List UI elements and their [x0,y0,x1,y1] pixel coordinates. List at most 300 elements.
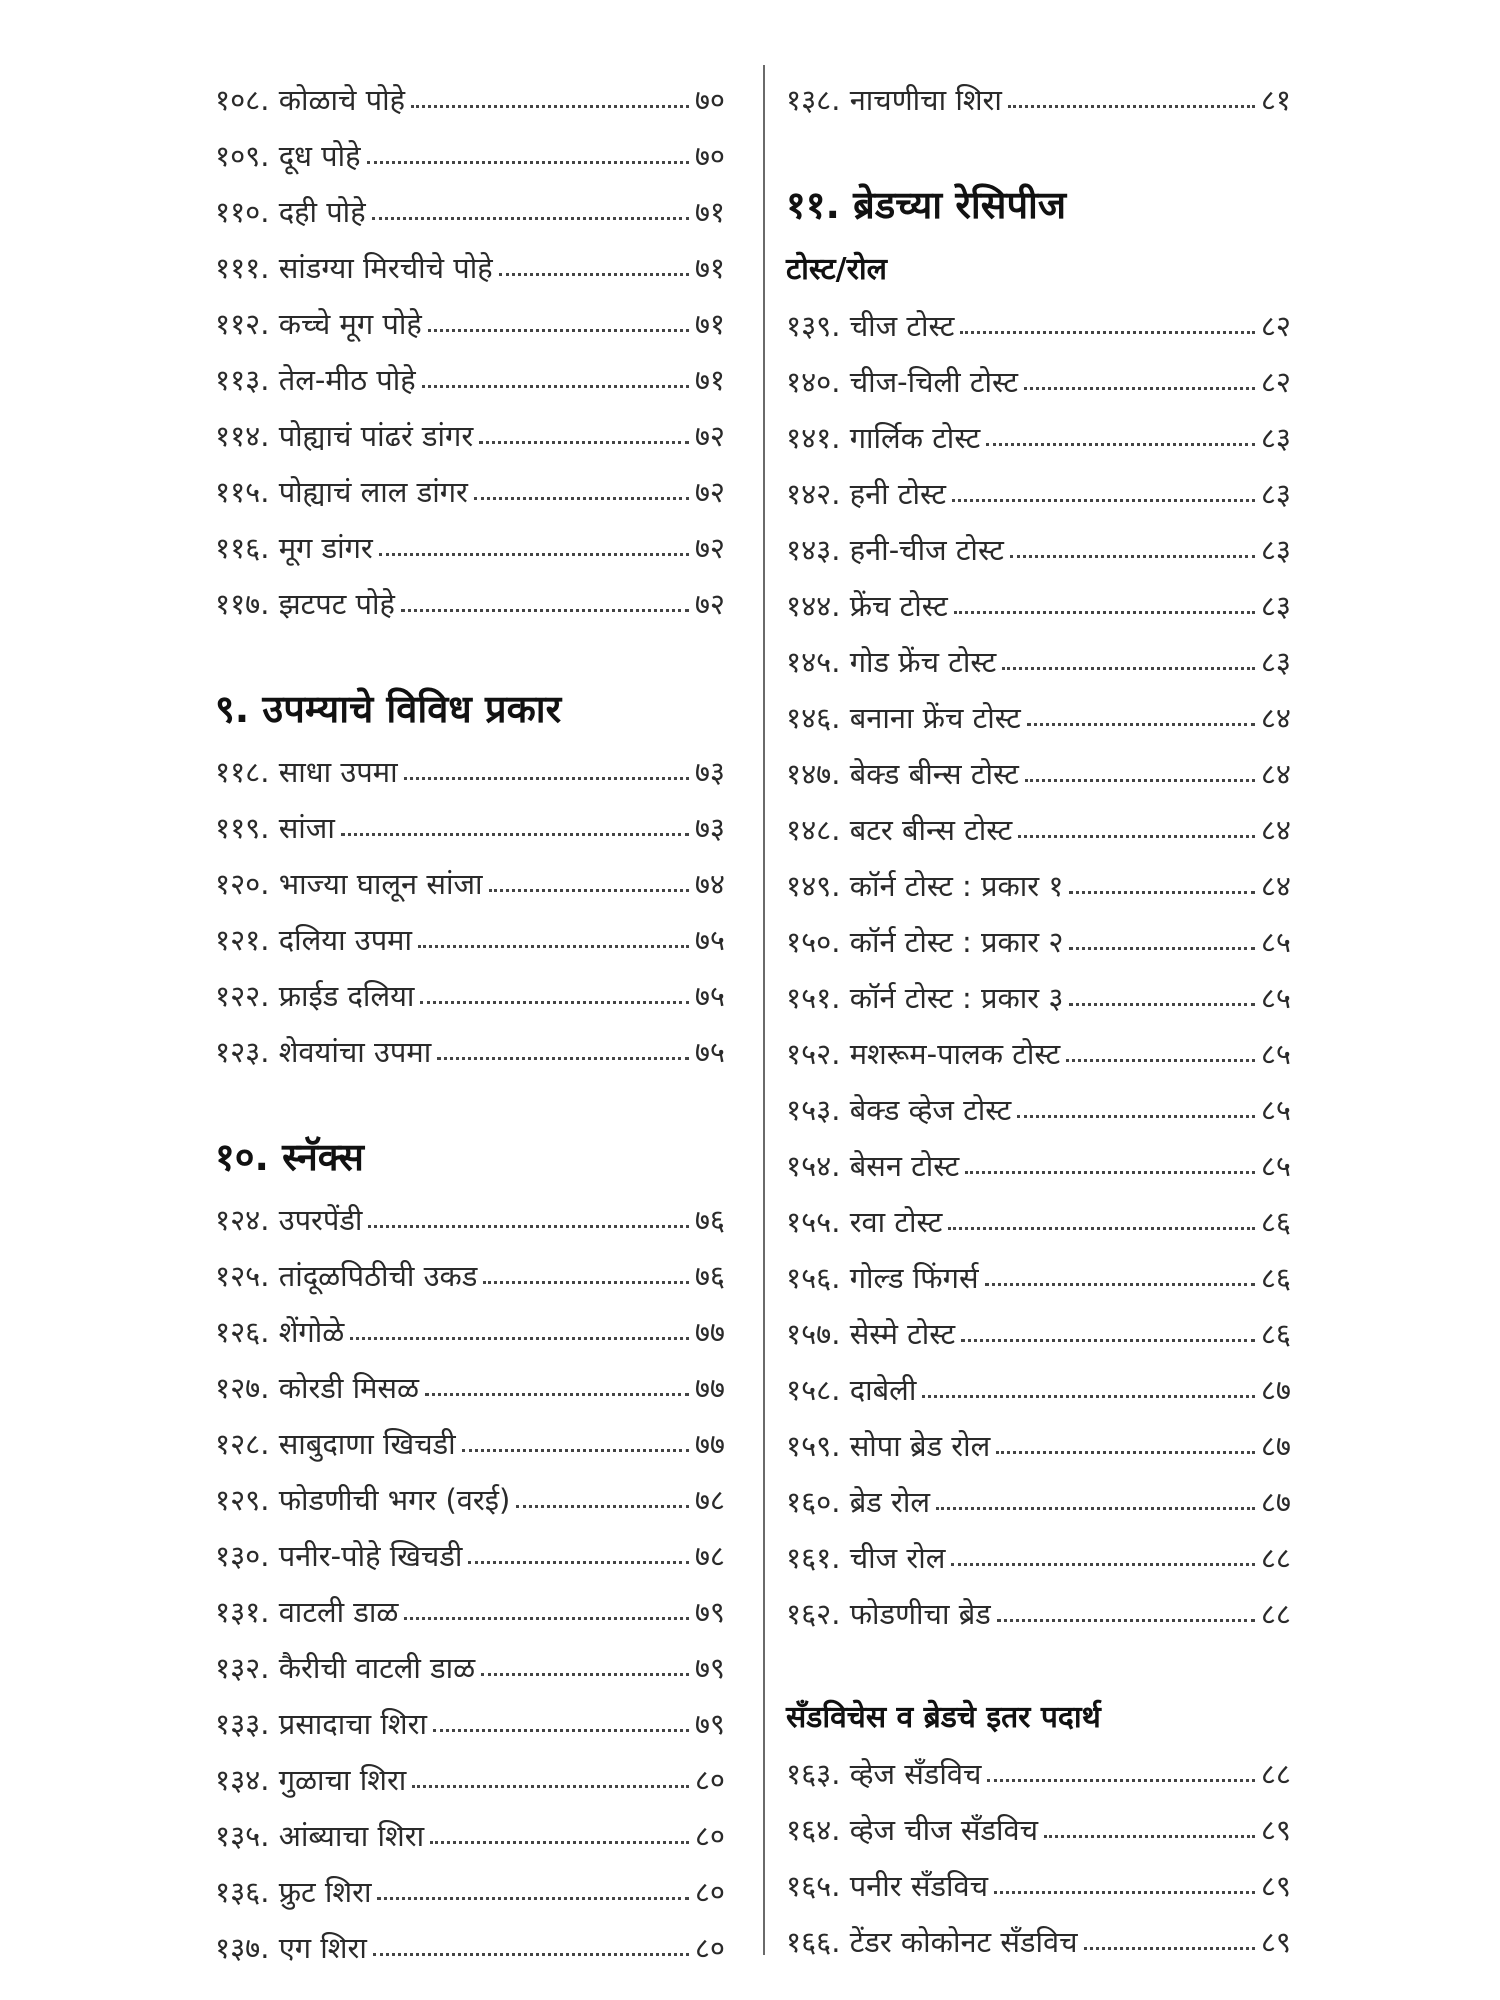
toc-entry [786,1352,1291,1408]
page-number: ८८ [1260,1597,1291,1631]
entry-title [786,1092,1011,1128]
entry-title [215,82,405,118]
entry-number: १५५. [786,1205,841,1239]
toc-entry [215,1238,725,1294]
subsection-heading: सँडविचेस व ब्रेडचे इतर पदार्थ [786,1700,1101,1735]
section-gap [215,622,725,668]
entry-title [786,1596,991,1632]
toc-entry [215,1406,725,1462]
entry-name: एग शिरा [278,1931,367,1965]
dot-leader [960,331,1254,334]
dot-leader [468,1561,688,1564]
toc-entry [215,958,725,1014]
entry-number: १५७. [786,1317,841,1351]
dot-leader [418,945,689,948]
page-number: ७४ [694,867,725,901]
toc-entry [215,1630,725,1686]
entry-number: ११४. [215,419,270,453]
page-number: ७५ [694,1035,725,1069]
entry-number: १५३. [786,1093,841,1127]
page-number: ८७ [1260,1373,1291,1407]
entry-number: १४१. [786,421,841,455]
entry-name: तेल-मीठ पोहे [278,363,416,397]
entry-name: शेवयांचा उपमा [278,1035,432,1069]
dot-leader [1010,555,1255,558]
entry-name: फ्रेंच टोस्ट [849,589,948,623]
entry-number: १४०. [786,365,841,399]
entry-name: चीज-चिली टोस्ट [849,365,1018,399]
toc-entry [786,1296,1291,1352]
dot-leader [997,1619,1255,1622]
toc-entry [786,904,1291,960]
page-number: ७१ [694,251,725,285]
entry-name: उपरपेंडी [278,1203,363,1237]
entry-title [215,306,422,342]
page-number: ८५ [1260,925,1291,959]
entry-number: १५८. [786,1373,841,1407]
dot-leader [437,1057,689,1060]
toc-entry [786,792,1291,848]
entry-title [786,82,1002,118]
entry-name: दलिया उपमा [278,923,413,957]
entry-number: १२५. [215,1259,270,1293]
entry-number: १३६. [215,1875,270,1909]
dot-leader [499,273,689,276]
entry-title [786,532,1004,568]
entry-title [215,1258,477,1294]
page-number: ७९ [694,1595,725,1629]
page-number: ८४ [1260,813,1291,847]
dot-leader [483,1281,688,1284]
entry-number: १६६. [786,1925,841,1959]
entry-number: १३०. [215,1539,270,1573]
entry-name: मूग डांगर [278,531,373,565]
toc-entry [786,1464,1291,1520]
dot-leader [936,1507,1255,1510]
entry-name: हनी-चीज टोस्ट [849,533,1004,567]
dot-leader [994,1891,1255,1894]
entry-name: साधा उपमा [278,755,398,789]
dot-leader [951,1563,1254,1566]
entry-name: फ्रुट शिरा [278,1875,372,1909]
dot-leader [922,1395,1254,1398]
entry-name: पोह्याचं लाल डांगर [278,475,468,509]
section-gap [786,118,1291,164]
entry-title [215,1818,424,1854]
entry-number: १२९. [215,1483,270,1517]
page-number: ८६ [1260,1261,1291,1295]
toc-entry [215,510,725,566]
entry-name: हनी टोस्ट [849,477,946,511]
page-number: ७२ [694,531,725,565]
toc-column-left [215,62,725,1966]
dot-leader [401,609,689,612]
dot-leader [1044,1835,1255,1838]
dot-leader [373,1953,689,1956]
toc-entry [786,1240,1291,1296]
page-number: ८७ [1260,1485,1291,1519]
toc-entry [786,1128,1291,1184]
entry-title [786,364,1018,400]
entry-title [786,1540,945,1576]
page-number: ८६ [1260,1317,1291,1351]
entry-number: १३४. [215,1763,270,1797]
dot-leader [1069,891,1254,894]
toc-entry [215,846,725,902]
entry-name: भाज्या घालून सांजा [278,867,483,901]
dot-leader [372,217,689,220]
entry-name: गोड फ्रेंच टोस्ट [849,645,997,679]
entry-name: तांदूळपिठीची उकड [278,1259,478,1293]
entry-number: १२१. [215,923,270,957]
dot-leader [985,1283,1255,1286]
entry-title [786,1484,930,1520]
page-number: ८२ [1260,309,1291,343]
entry-number: १६२. [786,1597,841,1631]
toc-entry [215,342,725,398]
toc-entry [215,174,725,230]
entry-title [786,756,1019,792]
entry-title [215,194,366,230]
entry-number: १४७. [786,757,841,791]
toc-entry [786,288,1291,344]
entry-number: १३५. [215,1819,270,1853]
dot-leader [952,499,1255,502]
page-number: ८५ [1260,981,1291,1015]
section-gap [215,1070,725,1116]
entry-title [215,474,468,510]
dot-leader [1025,779,1255,782]
page-number: ७६ [694,1203,725,1237]
entry-name: कैरीची वाटली डाळ [278,1651,476,1685]
entry-number: १३८. [786,83,841,117]
toc-entry [786,1576,1291,1632]
page-number: ७७ [694,1371,725,1405]
entry-title [786,1204,942,1240]
entry-title [215,250,493,286]
entry-number: १५१. [786,981,841,1015]
dot-leader [489,889,689,892]
entry-title [786,1924,1078,1960]
entry-title [786,1148,959,1184]
dot-leader [379,553,689,556]
dot-leader [1066,1059,1255,1062]
entry-number: १४८. [786,813,841,847]
toc-entry [786,1848,1291,1904]
dot-leader [428,329,689,332]
entry-number: १२४. [215,1203,270,1237]
page-number: ८३ [1260,477,1291,511]
dot-leader [368,1225,688,1228]
entry-number: १५९. [786,1429,841,1463]
entry-name: चीज टोस्ट [849,309,955,343]
entry-number: ११८. [215,755,270,789]
dot-leader [367,161,689,164]
page-number: ७५ [694,979,725,1013]
entry-title [786,1428,990,1464]
entry-title [215,418,473,454]
entry-number: १३३. [215,1707,270,1741]
toc-entry [215,1014,725,1070]
dot-leader [425,1393,689,1396]
page-number: ७८ [694,1483,725,1517]
dot-leader [377,1897,688,1900]
dot-leader [404,777,689,780]
entry-title [215,1034,431,1070]
entry-title [786,1756,981,1792]
entry-name: पोह्याचं पांढरं डांगर [278,419,474,453]
entry-number: १६०. [786,1485,841,1519]
entry-name: रवा टोस्ट [849,1205,943,1239]
toc-entry [786,624,1291,680]
page-number: ८० [694,1819,725,1853]
entry-number: १४२. [786,477,841,511]
dot-leader [341,833,689,836]
dot-leader [411,105,689,108]
entry-number: १६४. [786,1813,841,1847]
toc-entry [215,398,725,454]
entry-title [786,812,1012,848]
entry-name: झटपट पोहे [278,587,395,621]
toc-entry [786,848,1291,904]
toc-entry [786,960,1291,1016]
entry-name: पनीर-पोहे खिचडी [278,1539,463,1573]
dot-leader [481,1673,689,1676]
dot-leader [1069,1003,1254,1006]
page-number: ८३ [1260,421,1291,455]
dot-leader [433,1729,689,1732]
toc-entry [215,118,725,174]
toc-entry [215,1742,725,1798]
entry-number: १५४. [786,1149,841,1183]
page-number: ७३ [694,755,725,789]
entry-title [786,420,980,456]
entry-name: फोडणीची भगर (वरई) [278,1483,511,1517]
toc-column-right [786,62,1291,1960]
entry-name: प्रसादाचा शिरा [278,1707,427,1741]
entry-title [215,1202,362,1238]
entry-title [786,308,954,344]
toc-entry [215,1350,725,1406]
dot-leader [1008,105,1255,108]
subsection-heading: टोस्ट/रोल [786,252,888,287]
entry-title [215,586,395,622]
section-heading: ९. उपम्याचे विविध प्रकार [215,687,562,731]
entry-number: १२७. [215,1371,270,1405]
entry-name: दाबेली [849,1373,917,1407]
entry-number: १४५. [786,645,841,679]
toc-entry [215,1686,725,1742]
page-number: ७२ [694,419,725,453]
toc-entry [786,1904,1291,1960]
entry-number: ११९. [215,811,270,845]
entry-name: सोपा ब्रेड रोल [849,1429,991,1463]
toc-entry [215,902,725,958]
entry-number: १३२. [215,1651,270,1685]
page-number: ७७ [694,1315,725,1349]
page-number: ७१ [694,307,725,341]
entry-number: १२६. [215,1315,270,1349]
entry-name: गुळाचा शिरा [278,1763,407,1797]
entry-name: व्हेज चीज सँडविच [849,1813,1039,1847]
entry-number: १२८. [215,1427,270,1461]
entry-name: कॉर्न टोस्ट : प्रकार २ [849,925,1064,959]
dot-leader [1024,387,1255,390]
entry-name: व्हेज सँडविच [849,1757,982,1791]
entry-name: वाटली डाळ [278,1595,399,1629]
entry-number: १२३. [215,1035,270,1069]
entry-title [786,1868,988,1904]
entry-number: १६१. [786,1541,841,1575]
entry-title [786,1812,1038,1848]
entry-name: बटर बीन्स टोस्ट [849,813,1013,847]
dot-leader [1069,947,1254,950]
toc-entry [215,286,725,342]
toc-entry [215,734,725,790]
toc-entry [786,62,1291,118]
page-number: ८० [694,1931,725,1965]
entry-name: कोळाचे पोहे [278,83,406,117]
page-number: ८२ [1260,365,1291,399]
entry-name: कोरडी मिसळ [278,1371,420,1405]
entry-name: बनाना फ्रेंच टोस्ट [849,701,1021,735]
entry-title [215,362,416,398]
column-divider [763,65,765,1955]
entry-name: पनीर सँडविच [849,1869,989,1903]
entry-name: कॉर्न टोस्ट : प्रकार ३ [849,981,1064,1015]
page-number: ८३ [1260,533,1291,567]
entry-name: मशरूम-पालक टोस्ट [849,1037,1061,1071]
toc-entry [786,1016,1291,1072]
page-number: ७० [694,83,725,117]
entry-title [215,1706,427,1742]
entry-name: गार्लिक टोस्ट [849,421,981,455]
entry-name: बेक्ड बीन्स टोस्ट [849,757,1019,791]
toc-entry [786,568,1291,624]
page-number: ८६ [1260,1205,1291,1239]
entry-title [786,1036,1060,1072]
entry-title [786,868,1063,904]
page-number: ७५ [694,923,725,957]
toc-entry [786,1408,1291,1464]
entry-title [215,866,483,902]
toc-entry [786,1520,1291,1576]
entry-number: ११५. [215,475,270,509]
entry-title [786,1316,955,1352]
entry-number: १५६. [786,1261,841,1295]
page-number: ८४ [1260,757,1291,791]
toc-entry [215,62,725,118]
toc-entry [215,790,725,846]
page-number: ८५ [1260,1093,1291,1127]
entry-number: १४९. [786,869,841,903]
entry-number: १३९. [786,309,841,343]
entry-title [786,588,948,624]
page-number: ८५ [1260,1037,1291,1071]
dot-leader [987,1779,1254,1782]
entry-title [215,530,373,566]
entry-title [215,1594,398,1630]
entry-number: ११६. [215,531,270,565]
page-number: ७२ [694,475,725,509]
toc-entry [786,1792,1291,1848]
entry-title [215,1930,367,1966]
entry-number: १११. [215,251,270,285]
entry-number: १२०. [215,867,270,901]
page-number: ८८ [1260,1757,1291,1791]
page-number: ७९ [694,1707,725,1741]
dot-leader [412,1785,689,1788]
dot-leader [996,1451,1254,1454]
page-number: ८९ [1260,1925,1291,1959]
dot-leader [404,1617,688,1620]
dot-leader [961,1339,1255,1342]
entry-name: शेंगोळे [278,1315,345,1349]
entry-number: १६३. [786,1757,841,1791]
page-number: ८४ [1260,869,1291,903]
entry-name: आंब्याचा शिरा [278,1819,425,1853]
entry-name: दूध पोहे [278,139,361,173]
page-number: ७१ [694,363,725,397]
entry-number: १४६. [786,701,841,735]
entry-name: कच्चे मूग पोहे [278,307,422,341]
dot-leader [948,1227,1254,1230]
entry-title [215,1762,406,1798]
page-number: ८७ [1260,1429,1291,1463]
entry-title [786,644,996,680]
entry-number: १०८. [215,83,270,117]
entry-number: ११३. [215,363,270,397]
entry-name: साबुदाणा खिचडी [278,1427,456,1461]
toc-entry [215,1854,725,1910]
page-number: ७७ [694,1427,725,1461]
entry-title [786,700,1021,736]
dot-leader [954,611,1255,614]
dot-leader [516,1505,688,1508]
entry-title [215,810,335,846]
entry-title [215,1314,344,1350]
entry-name: गोल्ड फिंगर्स [849,1261,979,1295]
dot-leader [1084,1947,1255,1950]
entry-title [786,1260,979,1296]
dot-leader [986,443,1255,446]
page-number: ७२ [694,587,725,621]
page-number: ८० [694,1763,725,1797]
toc-entry [215,1798,725,1854]
entry-title [215,978,414,1014]
toc-entry [786,1184,1291,1240]
page-number: ७८ [694,1539,725,1573]
page-number: ७० [694,139,725,173]
dot-leader [1018,835,1255,838]
toc-entry [215,230,725,286]
toc-entry [215,1910,725,1966]
entry-name: नाचणीचा शिरा [849,83,1002,117]
entry-number: १६५. [786,1869,841,1903]
dot-leader [1027,723,1255,726]
entry-name: सांडग्या मिरचीचे पोहे [278,251,493,285]
page-number: ८५ [1260,1149,1291,1183]
section-heading: ११. ब्रेडच्या रेसिपीज [786,183,1067,227]
entry-title [215,922,412,958]
entry-title [215,1426,456,1462]
section-gap [786,1632,1291,1678]
toc-entry [215,1182,725,1238]
entry-number: १०९. [215,139,270,173]
toc-entry [215,454,725,510]
toc-entry [786,344,1291,400]
page-number: ७९ [694,1651,725,1685]
